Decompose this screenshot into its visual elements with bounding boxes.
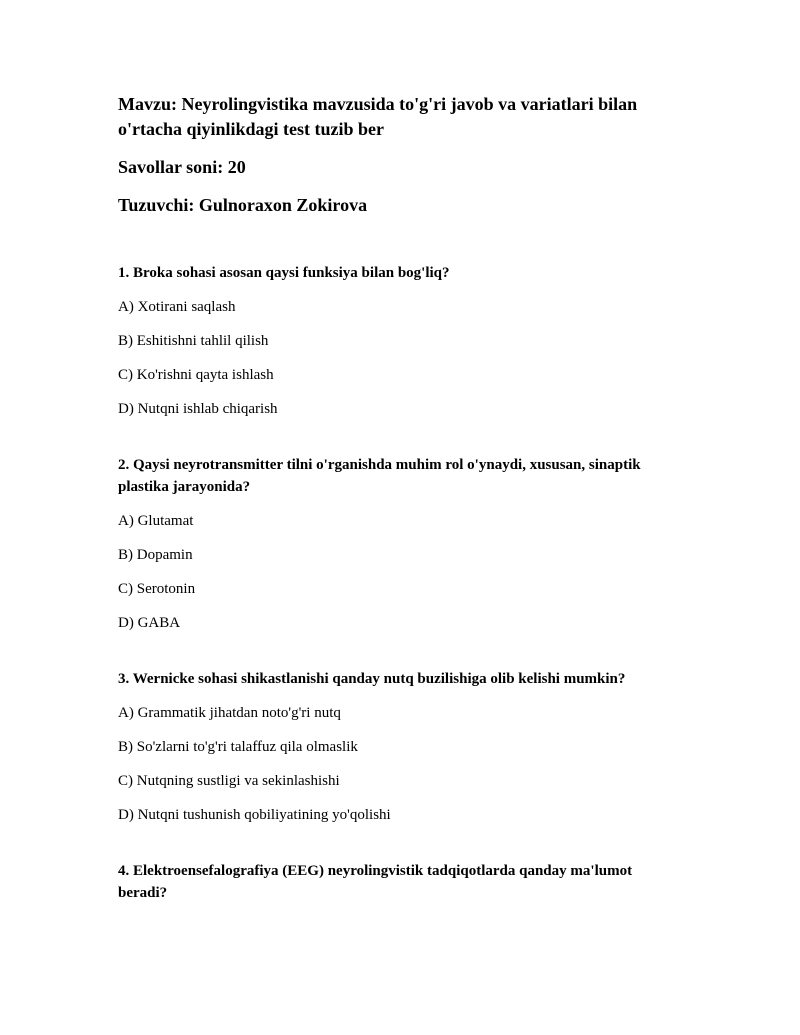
option-d: D) Nutqni ishlab chiqarish	[118, 401, 278, 417]
option-c: C) Serotonin	[118, 581, 196, 597]
option-c: C) Ko'rishni qayta ishlash	[118, 367, 274, 383]
document-page	[118, 92, 678, 916]
option-a: A) Grammatik jihatdan noto'g'ri nutq	[118, 705, 341, 721]
question-3	[118, 668, 678, 826]
option-a: A) Xotirani saqlash	[118, 299, 236, 315]
question-2	[118, 454, 678, 634]
question-text: 1. Broka sohasi asosan qaysi funksiya bilan bog'liq?	[118, 265, 450, 281]
option-b: B) So'zlarni to'g'ri talaffuz qila olmaslik	[118, 739, 358, 755]
option-b: B) Eshitishni tahlil qilish	[118, 333, 269, 349]
question-1	[118, 262, 678, 420]
question-4	[118, 860, 678, 904]
option-a: A) Glutamat	[118, 513, 194, 529]
author-line: Tuzuvchi: Gulnoraxon Zokirova	[118, 195, 368, 215]
option-b: B) Dopamin	[118, 547, 193, 563]
question-text: 3. Wernicke sohasi shikastlanishi qanday nutq buzilishiga olib kelishi mumkin?	[118, 671, 626, 687]
question-text: 2. Qaysi neyrotransmitter tilni o'rganishda muhim rol o'ynaydi, xususan, sinaptik plastika jarayonida?	[118, 457, 641, 495]
option-d: D) GABA	[118, 615, 181, 631]
topic-heading: Mavzu: Neyrolingvistika mavzusida to'g'ri javob va variatlari bilan o'rtacha qiyinlikdagi test tuzib ber	[118, 94, 638, 139]
question-count: Savollar soni: 20	[118, 157, 246, 177]
option-c: C) Nutqning sustligi va sekinlashishi	[118, 773, 340, 789]
option-d: D) Nutqni tushunish qobiliyatining yo'qolishi	[118, 807, 391, 823]
question-text: 4. Elektroensefalografiya (EEG) neyrolingvistik tadqiqotlarda qanday ma'lumot beradi?	[118, 863, 633, 901]
